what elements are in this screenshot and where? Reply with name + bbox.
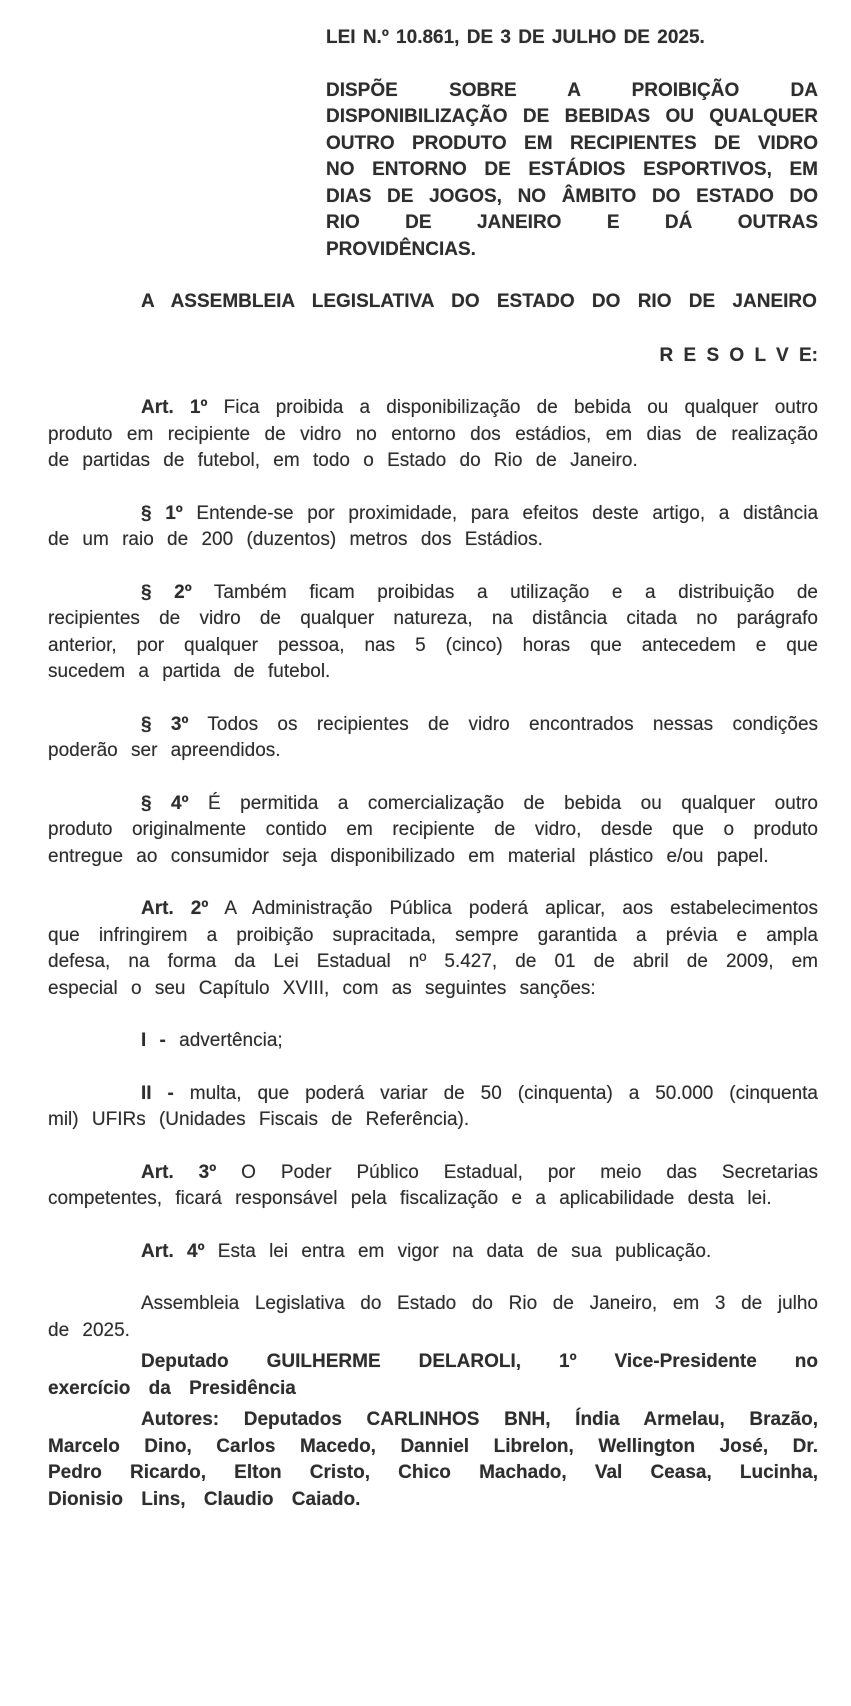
paragraph-4-text: É permitida a comercialização de bebida ou qualquer outro produto originalmente contido em recipiente de vidro, desde que o produto entregue ao consumidor seja disponibilizado em material plástico e/ou papel. xyxy=(48,792,818,867)
item-II-label: II - xyxy=(141,1082,174,1104)
article-1-paragraph xyxy=(48,395,818,475)
paragraph-1-label: § 1º xyxy=(141,502,183,524)
law-summary: DISPÕE SOBRE A PROIBIÇÃO DA DISPONIBILIZAÇÃO DE BEBIDAS OU QUALQUER OUTRO PRODUTO EM RECIPIENTES DE VIDRO NO ENTORNO DE ESTÁDIOS ESPORTIVOS, EM DIAS DE JOGOS, NO ÂMBITO DO ESTADO DO RIO DE JANEIRO E DÁ OUTRAS PROVIDÊNCIAS. xyxy=(326,79,818,260)
paragraph-4-label: § 4º xyxy=(141,792,189,814)
paragraph-2-label: § 2º xyxy=(141,581,192,603)
header-block xyxy=(326,25,818,263)
article-4-paragraph xyxy=(48,1239,818,1266)
article-2-paragraph xyxy=(48,896,818,1002)
article-2-label: Art. 2º xyxy=(141,898,209,919)
law-title: LEI N.º 10.861, DE 3 DE JULHO DE 2025. xyxy=(326,27,705,48)
article-2-text: A Administração Pública poderá aplicar, aos estabelecimentos que infringirem a proibição supracitada, sempre garantida a prévia e ampla defesa, na forma da Lei Estadual nº 5.427, de 01 de abril de 2009, em especial o seu Capítulo XVIII, com as seguintes sanções: xyxy=(48,898,818,999)
preamble: A ASSEMBLEIA LEGISLATIVA DO ESTADO DO RIO DE JANEIRO xyxy=(141,291,817,312)
article-3-paragraph xyxy=(48,1160,818,1213)
article-3-text: O Poder Público Estadual, por meio das Secretarias competentes, ficará responsável pela fiscalização e a aplicabilidade desta lei. xyxy=(48,1161,819,1209)
closing-signature: Deputado GUILHERME DELAROLI, 1º Vice-Presidente no exercício da Presidência xyxy=(48,1351,818,1399)
article-4-label: Art. 4º xyxy=(141,1240,205,1262)
article-4-text: Esta lei entra em vigor na data de sua publicação. xyxy=(217,1240,712,1262)
closing-authors: Autores: Deputados CARLINHOS BNH, Índia Armelau, Brazão, Marcelo Dino, Carlos Macedo, Danniel Librelon, Wellington José, Dr. Pedro Ricardo, Elton Cristo, Chico Machado, Val Ceasa, Lucinha, Dionisio Lins, Claudio Caiado. xyxy=(48,1409,818,1510)
item-I-clause xyxy=(48,1028,818,1055)
closing-place-date: Assembleia Legislativa do Estado do Rio de Janeiro, em 3 de julho de 2025. xyxy=(48,1293,818,1341)
paragraph-2-text: Também ficam proibidas a utilização e a distribuição de recipientes de vidro de qualquer natureza, na distância citada no parágrafo anterior, por qualquer pessoa, nas 5 (cinco) horas que antecedem e que sucedem a partida de futebol. xyxy=(48,581,818,682)
item-II-text: multa, que poderá variar de 50 (cinquenta) a 50.000 (cinquenta mil) UFIRs (Unidades Fiscais de Referência). xyxy=(48,1082,818,1130)
article-1-label: Art. 1º xyxy=(141,397,208,418)
paragraph-4-clause xyxy=(48,791,818,871)
paragraph-1-clause xyxy=(48,501,818,554)
resolve-heading: R E S O L V E: xyxy=(659,344,818,366)
paragraph-3-label: § 3º xyxy=(141,713,189,735)
item-II-clause xyxy=(48,1081,818,1134)
paragraph-1-text: Entende-se por proximidade, para efeitos deste artigo, a distância de um raio de 200 (duzentos) metros dos Estádios. xyxy=(48,502,819,550)
paragraph-3-text: Todos os recipientes de vidro encontrados nessas condições poderão ser apreendidos. xyxy=(48,713,819,761)
article-3-label: Art. 3º xyxy=(141,1161,217,1183)
article-1-text: Fica proibida a disponibilização de bebida ou qualquer outro produto em recipiente de vidro no entorno dos estádios, em dias de realização de partidas de futebol, em todo o Estado do Rio de Janeiro. xyxy=(48,397,818,471)
paragraph-2-clause xyxy=(48,580,818,686)
item-I-label: I - xyxy=(141,1030,166,1051)
item-I-text: advertência; xyxy=(179,1030,283,1051)
paragraph-3-clause xyxy=(48,712,818,765)
